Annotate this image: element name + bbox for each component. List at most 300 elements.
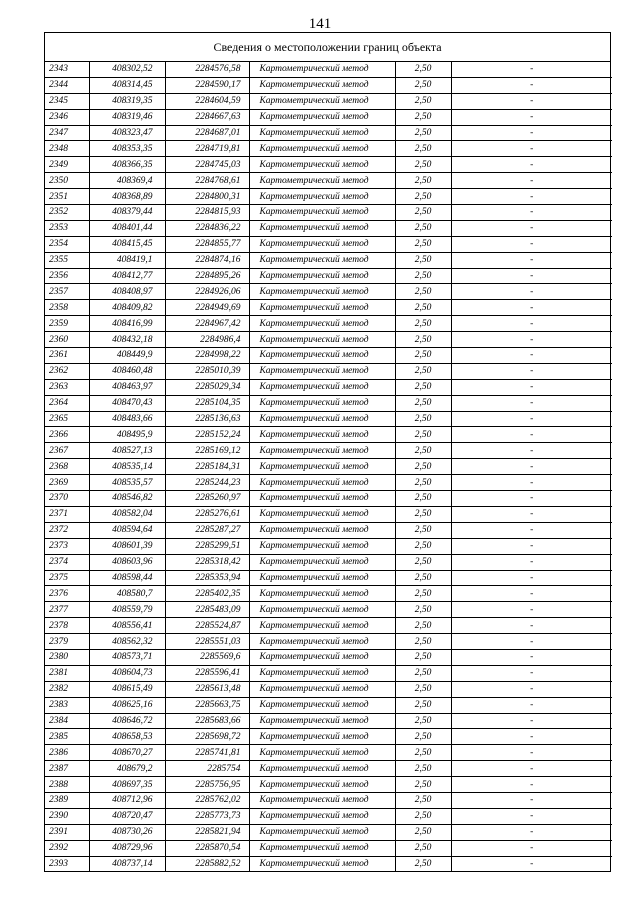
- x-coordinate-cell: 408625,16: [89, 697, 165, 713]
- x-coordinate-cell: 408463,97: [89, 379, 165, 395]
- point-number-cell: 2357: [45, 284, 89, 300]
- accuracy-cell: 2,50: [395, 284, 451, 300]
- table-row: [45, 634, 612, 650]
- table-row: [45, 109, 612, 125]
- accuracy-cell: 2,50: [395, 522, 451, 538]
- point-number-cell: 2344: [45, 77, 89, 93]
- y-coordinate-cell: 2285762,02: [165, 792, 249, 808]
- accuracy-cell: 2,50: [395, 856, 451, 871]
- y-coordinate-cell: 2284836,22: [165, 220, 249, 236]
- x-coordinate-cell: 408658,53: [89, 729, 165, 745]
- table-row: [45, 236, 612, 252]
- x-coordinate-cell: 408369,4: [89, 173, 165, 189]
- boundary-table: [44, 32, 611, 872]
- y-coordinate-cell: 2285596,41: [165, 665, 249, 681]
- method-cell: Картометрический метод: [249, 522, 395, 538]
- accuracy-cell: 2,50: [395, 77, 451, 93]
- table-row: [45, 538, 612, 554]
- method-cell: Картометрический метод: [249, 570, 395, 586]
- accuracy-cell: 2,50: [395, 236, 451, 252]
- table-row: [45, 665, 612, 681]
- point-number-cell: 2361: [45, 348, 89, 364]
- table-caption: Сведения о местоположении границ объекта: [45, 33, 610, 62]
- table-row: [45, 713, 612, 729]
- x-coordinate-cell: 408409,82: [89, 300, 165, 316]
- accuracy-cell: 2,50: [395, 109, 451, 125]
- y-coordinate-cell: 2285569,6: [165, 649, 249, 665]
- y-coordinate-cell: 2284949,69: [165, 300, 249, 316]
- point-number-cell: 2368: [45, 459, 89, 475]
- accuracy-cell: 2,50: [395, 729, 451, 745]
- point-number-cell: 2377: [45, 602, 89, 618]
- method-cell: Картометрический метод: [249, 840, 395, 856]
- method-cell: Картометрический метод: [249, 284, 395, 300]
- note-cell: -: [451, 856, 612, 871]
- point-number-cell: 2373: [45, 538, 89, 554]
- accuracy-cell: 2,50: [395, 697, 451, 713]
- table-row: [45, 681, 612, 697]
- accuracy-cell: 2,50: [395, 491, 451, 507]
- table-row: [45, 697, 612, 713]
- x-coordinate-cell: 408729,96: [89, 840, 165, 856]
- accuracy-cell: 2,50: [395, 713, 451, 729]
- table-row: [45, 840, 612, 856]
- table-row: [45, 856, 612, 871]
- accuracy-cell: 2,50: [395, 157, 451, 173]
- table-row: [45, 205, 612, 221]
- x-coordinate-cell: 408679,2: [89, 761, 165, 777]
- x-coordinate-cell: 408670,27: [89, 745, 165, 761]
- point-number-cell: 2345: [45, 93, 89, 109]
- note-cell: -: [451, 427, 612, 443]
- note-cell: -: [451, 443, 612, 459]
- x-coordinate-cell: 408401,44: [89, 220, 165, 236]
- table-row: [45, 348, 612, 364]
- note-cell: -: [451, 554, 612, 570]
- accuracy-cell: 2,50: [395, 205, 451, 221]
- method-cell: Картометрический метод: [249, 205, 395, 221]
- method-cell: Картометрический метод: [249, 427, 395, 443]
- method-cell: Картометрический метод: [249, 618, 395, 634]
- accuracy-cell: 2,50: [395, 348, 451, 364]
- y-coordinate-cell: 2285029,34: [165, 379, 249, 395]
- x-coordinate-cell: 408319,35: [89, 93, 165, 109]
- point-number-cell: 2374: [45, 554, 89, 570]
- x-coordinate-cell: 408412,77: [89, 268, 165, 284]
- y-coordinate-cell: 2284855,77: [165, 236, 249, 252]
- accuracy-cell: 2,50: [395, 173, 451, 189]
- note-cell: -: [451, 77, 612, 93]
- accuracy-cell: 2,50: [395, 840, 451, 856]
- coordinates-table: [45, 62, 612, 871]
- note-cell: -: [451, 729, 612, 745]
- note-cell: -: [451, 522, 612, 538]
- point-number-cell: 2351: [45, 189, 89, 205]
- point-number-cell: 2380: [45, 649, 89, 665]
- y-coordinate-cell: 2284745,03: [165, 157, 249, 173]
- accuracy-cell: 2,50: [395, 395, 451, 411]
- method-cell: Картометрический метод: [249, 379, 395, 395]
- x-coordinate-cell: 408535,57: [89, 475, 165, 491]
- accuracy-cell: 2,50: [395, 649, 451, 665]
- accuracy-cell: 2,50: [395, 220, 451, 236]
- accuracy-cell: 2,50: [395, 93, 451, 109]
- y-coordinate-cell: 2285551,03: [165, 634, 249, 650]
- note-cell: -: [451, 570, 612, 586]
- method-cell: Картометрический метод: [249, 236, 395, 252]
- method-cell: Картометрический метод: [249, 252, 395, 268]
- y-coordinate-cell: 2284926,06: [165, 284, 249, 300]
- method-cell: Картометрический метод: [249, 634, 395, 650]
- point-number-cell: 2389: [45, 792, 89, 808]
- point-number-cell: 2343: [45, 62, 89, 77]
- note-cell: -: [451, 475, 612, 491]
- y-coordinate-cell: 2285773,73: [165, 808, 249, 824]
- x-coordinate-cell: 408460,48: [89, 363, 165, 379]
- accuracy-cell: 2,50: [395, 665, 451, 681]
- note-cell: -: [451, 316, 612, 332]
- y-coordinate-cell: 2285169,12: [165, 443, 249, 459]
- y-coordinate-cell: 2285318,42: [165, 554, 249, 570]
- table-body: [45, 62, 612, 871]
- note-cell: -: [451, 93, 612, 109]
- point-number-cell: 2370: [45, 491, 89, 507]
- x-coordinate-cell: 408601,39: [89, 538, 165, 554]
- y-coordinate-cell: 2284768,61: [165, 173, 249, 189]
- note-cell: -: [451, 157, 612, 173]
- method-cell: Картометрический метод: [249, 586, 395, 602]
- note-cell: -: [451, 379, 612, 395]
- y-coordinate-cell: 2285184,31: [165, 459, 249, 475]
- accuracy-cell: 2,50: [395, 538, 451, 554]
- method-cell: Картометрический метод: [249, 300, 395, 316]
- table-row: [45, 220, 612, 236]
- method-cell: Картометрический метод: [249, 348, 395, 364]
- table-row: [45, 761, 612, 777]
- note-cell: -: [451, 411, 612, 427]
- x-coordinate-cell: 408314,45: [89, 77, 165, 93]
- x-coordinate-cell: 408730,26: [89, 824, 165, 840]
- x-coordinate-cell: 408582,04: [89, 506, 165, 522]
- note-cell: -: [451, 300, 612, 316]
- x-coordinate-cell: 408366,35: [89, 157, 165, 173]
- accuracy-cell: 2,50: [395, 427, 451, 443]
- x-coordinate-cell: 408368,89: [89, 189, 165, 205]
- note-cell: -: [451, 363, 612, 379]
- accuracy-cell: 2,50: [395, 745, 451, 761]
- note-cell: -: [451, 808, 612, 824]
- point-number-cell: 2379: [45, 634, 89, 650]
- table-row: [45, 411, 612, 427]
- table-row: [45, 157, 612, 173]
- note-cell: -: [451, 348, 612, 364]
- x-coordinate-cell: 408483,66: [89, 411, 165, 427]
- x-coordinate-cell: 408580,7: [89, 586, 165, 602]
- method-cell: Картометрический метод: [249, 268, 395, 284]
- y-coordinate-cell: 2285683,66: [165, 713, 249, 729]
- point-number-cell: 2359: [45, 316, 89, 332]
- x-coordinate-cell: 408302,52: [89, 62, 165, 77]
- note-cell: -: [451, 62, 612, 77]
- y-coordinate-cell: 2284998,22: [165, 348, 249, 364]
- y-coordinate-cell: 2285353,94: [165, 570, 249, 586]
- point-number-cell: 2385: [45, 729, 89, 745]
- x-coordinate-cell: 408419,1: [89, 252, 165, 268]
- x-coordinate-cell: 408604,73: [89, 665, 165, 681]
- table-row: [45, 77, 612, 93]
- accuracy-cell: 2,50: [395, 554, 451, 570]
- method-cell: Картометрический метод: [249, 792, 395, 808]
- y-coordinate-cell: 2285299,51: [165, 538, 249, 554]
- table-row: [45, 443, 612, 459]
- y-coordinate-cell: 2285663,75: [165, 697, 249, 713]
- method-cell: Картометрический метод: [249, 62, 395, 77]
- x-coordinate-cell: 408432,18: [89, 332, 165, 348]
- method-cell: Картометрический метод: [249, 745, 395, 761]
- y-coordinate-cell: 2285613,48: [165, 681, 249, 697]
- point-number-cell: 2375: [45, 570, 89, 586]
- method-cell: Картометрический метод: [249, 220, 395, 236]
- note-cell: -: [451, 506, 612, 522]
- y-coordinate-cell: 2284576,58: [165, 62, 249, 77]
- point-number-cell: 2365: [45, 411, 89, 427]
- y-coordinate-cell: 2284719,81: [165, 141, 249, 157]
- x-coordinate-cell: 408495,9: [89, 427, 165, 443]
- point-number-cell: 2391: [45, 824, 89, 840]
- note-cell: -: [451, 792, 612, 808]
- table-row: [45, 824, 612, 840]
- table-row: [45, 745, 612, 761]
- method-cell: Картометрический метод: [249, 395, 395, 411]
- method-cell: Картометрический метод: [249, 491, 395, 507]
- note-cell: -: [451, 173, 612, 189]
- method-cell: Картометрический метод: [249, 554, 395, 570]
- table-row: [45, 618, 612, 634]
- accuracy-cell: 2,50: [395, 618, 451, 634]
- point-number-cell: 2346: [45, 109, 89, 125]
- accuracy-cell: 2,50: [395, 189, 451, 205]
- point-number-cell: 2354: [45, 236, 89, 252]
- point-number-cell: 2350: [45, 173, 89, 189]
- accuracy-cell: 2,50: [395, 824, 451, 840]
- table-row: [45, 252, 612, 268]
- x-coordinate-cell: 408562,32: [89, 634, 165, 650]
- method-cell: Картометрический метод: [249, 729, 395, 745]
- note-cell: -: [451, 141, 612, 157]
- point-number-cell: 2392: [45, 840, 89, 856]
- point-number-cell: 2372: [45, 522, 89, 538]
- table-row: [45, 602, 612, 618]
- y-coordinate-cell: 2285244,23: [165, 475, 249, 491]
- accuracy-cell: 2,50: [395, 252, 451, 268]
- table-row: [45, 586, 612, 602]
- x-coordinate-cell: 408415,45: [89, 236, 165, 252]
- y-coordinate-cell: 2285756,95: [165, 777, 249, 793]
- table-row: [45, 777, 612, 793]
- y-coordinate-cell: 2285287,27: [165, 522, 249, 538]
- table-row: [45, 522, 612, 538]
- point-number-cell: 2367: [45, 443, 89, 459]
- x-coordinate-cell: 408594,64: [89, 522, 165, 538]
- accuracy-cell: 2,50: [395, 506, 451, 522]
- point-number-cell: 2383: [45, 697, 89, 713]
- method-cell: Картометрический метод: [249, 77, 395, 93]
- x-coordinate-cell: 408449,9: [89, 348, 165, 364]
- table-row: [45, 395, 612, 411]
- table-row: [45, 141, 612, 157]
- table-row: [45, 729, 612, 745]
- point-number-cell: 2349: [45, 157, 89, 173]
- method-cell: Картометрический метод: [249, 761, 395, 777]
- table-row: [45, 808, 612, 824]
- table-row: [45, 570, 612, 586]
- x-coordinate-cell: 408408,97: [89, 284, 165, 300]
- table-row: [45, 268, 612, 284]
- page-number: 141: [308, 16, 332, 32]
- method-cell: Картометрический метод: [249, 411, 395, 427]
- table-row: [45, 125, 612, 141]
- table-row: [45, 93, 612, 109]
- x-coordinate-cell: 408603,96: [89, 554, 165, 570]
- accuracy-cell: 2,50: [395, 379, 451, 395]
- point-number-cell: 2371: [45, 506, 89, 522]
- method-cell: Картометрический метод: [249, 173, 395, 189]
- y-coordinate-cell: 2284874,16: [165, 252, 249, 268]
- x-coordinate-cell: 408598,44: [89, 570, 165, 586]
- y-coordinate-cell: 2285010,39: [165, 363, 249, 379]
- accuracy-cell: 2,50: [395, 602, 451, 618]
- method-cell: Картометрический метод: [249, 506, 395, 522]
- accuracy-cell: 2,50: [395, 792, 451, 808]
- point-number-cell: 2362: [45, 363, 89, 379]
- y-coordinate-cell: 2284687,01: [165, 125, 249, 141]
- note-cell: -: [451, 189, 612, 205]
- x-coordinate-cell: 408379,44: [89, 205, 165, 221]
- note-cell: -: [451, 777, 612, 793]
- table-row: [45, 792, 612, 808]
- note-cell: -: [451, 665, 612, 681]
- accuracy-cell: 2,50: [395, 761, 451, 777]
- accuracy-cell: 2,50: [395, 443, 451, 459]
- method-cell: Картометрический метод: [249, 697, 395, 713]
- y-coordinate-cell: 2284967,42: [165, 316, 249, 332]
- table-row: [45, 649, 612, 665]
- x-coordinate-cell: 408737,14: [89, 856, 165, 871]
- y-coordinate-cell: 2285870,54: [165, 840, 249, 856]
- table-row: [45, 491, 612, 507]
- y-coordinate-cell: 2284895,26: [165, 268, 249, 284]
- point-number-cell: 2347: [45, 125, 89, 141]
- x-coordinate-cell: 408527,13: [89, 443, 165, 459]
- note-cell: -: [451, 491, 612, 507]
- x-coordinate-cell: 408556,41: [89, 618, 165, 634]
- note-cell: -: [451, 634, 612, 650]
- y-coordinate-cell: 2284590,17: [165, 77, 249, 93]
- table-row: [45, 316, 612, 332]
- accuracy-cell: 2,50: [395, 808, 451, 824]
- table-row: [45, 62, 612, 77]
- accuracy-cell: 2,50: [395, 777, 451, 793]
- method-cell: Картометрический метод: [249, 856, 395, 871]
- method-cell: Картометрический метод: [249, 141, 395, 157]
- x-coordinate-cell: 408646,72: [89, 713, 165, 729]
- note-cell: -: [451, 697, 612, 713]
- y-coordinate-cell: 2285483,09: [165, 602, 249, 618]
- y-coordinate-cell: 2285821,94: [165, 824, 249, 840]
- x-coordinate-cell: 408712,96: [89, 792, 165, 808]
- point-number-cell: 2378: [45, 618, 89, 634]
- accuracy-cell: 2,50: [395, 316, 451, 332]
- note-cell: -: [451, 681, 612, 697]
- note-cell: -: [451, 205, 612, 221]
- method-cell: Картометрический метод: [249, 649, 395, 665]
- point-number-cell: 2364: [45, 395, 89, 411]
- table-row: [45, 459, 612, 475]
- point-number-cell: 2369: [45, 475, 89, 491]
- point-number-cell: 2360: [45, 332, 89, 348]
- method-cell: Картометрический метод: [249, 777, 395, 793]
- note-cell: -: [451, 713, 612, 729]
- x-coordinate-cell: 408535,14: [89, 459, 165, 475]
- method-cell: Картометрический метод: [249, 808, 395, 824]
- table-row: [45, 475, 612, 491]
- x-coordinate-cell: 408319,46: [89, 109, 165, 125]
- x-coordinate-cell: 408416,99: [89, 316, 165, 332]
- point-number-cell: 2393: [45, 856, 89, 871]
- note-cell: -: [451, 538, 612, 554]
- note-cell: -: [451, 761, 612, 777]
- point-number-cell: 2355: [45, 252, 89, 268]
- point-number-cell: 2356: [45, 268, 89, 284]
- y-coordinate-cell: 2285136,63: [165, 411, 249, 427]
- method-cell: Картометрический метод: [249, 157, 395, 173]
- note-cell: -: [451, 586, 612, 602]
- note-cell: -: [451, 824, 612, 840]
- x-coordinate-cell: 408546,82: [89, 491, 165, 507]
- y-coordinate-cell: 2285104,35: [165, 395, 249, 411]
- y-coordinate-cell: 2284667,63: [165, 109, 249, 125]
- accuracy-cell: 2,50: [395, 363, 451, 379]
- point-number-cell: 2353: [45, 220, 89, 236]
- y-coordinate-cell: 2285152,24: [165, 427, 249, 443]
- x-coordinate-cell: 408615,49: [89, 681, 165, 697]
- x-coordinate-cell: 408573,71: [89, 649, 165, 665]
- note-cell: -: [451, 649, 612, 665]
- table-row: [45, 554, 612, 570]
- accuracy-cell: 2,50: [395, 475, 451, 491]
- note-cell: -: [451, 236, 612, 252]
- accuracy-cell: 2,50: [395, 268, 451, 284]
- note-cell: -: [451, 745, 612, 761]
- accuracy-cell: 2,50: [395, 411, 451, 427]
- x-coordinate-cell: 408559,79: [89, 602, 165, 618]
- point-number-cell: 2390: [45, 808, 89, 824]
- point-number-cell: 2358: [45, 300, 89, 316]
- note-cell: -: [451, 284, 612, 300]
- method-cell: Картометрический метод: [249, 316, 395, 332]
- accuracy-cell: 2,50: [395, 570, 451, 586]
- point-number-cell: 2386: [45, 745, 89, 761]
- method-cell: Картометрический метод: [249, 93, 395, 109]
- note-cell: -: [451, 602, 612, 618]
- y-coordinate-cell: 2285402,35: [165, 586, 249, 602]
- method-cell: Картометрический метод: [249, 443, 395, 459]
- note-cell: -: [451, 109, 612, 125]
- point-number-cell: 2348: [45, 141, 89, 157]
- method-cell: Картометрический метод: [249, 109, 395, 125]
- point-number-cell: 2366: [45, 427, 89, 443]
- accuracy-cell: 2,50: [395, 141, 451, 157]
